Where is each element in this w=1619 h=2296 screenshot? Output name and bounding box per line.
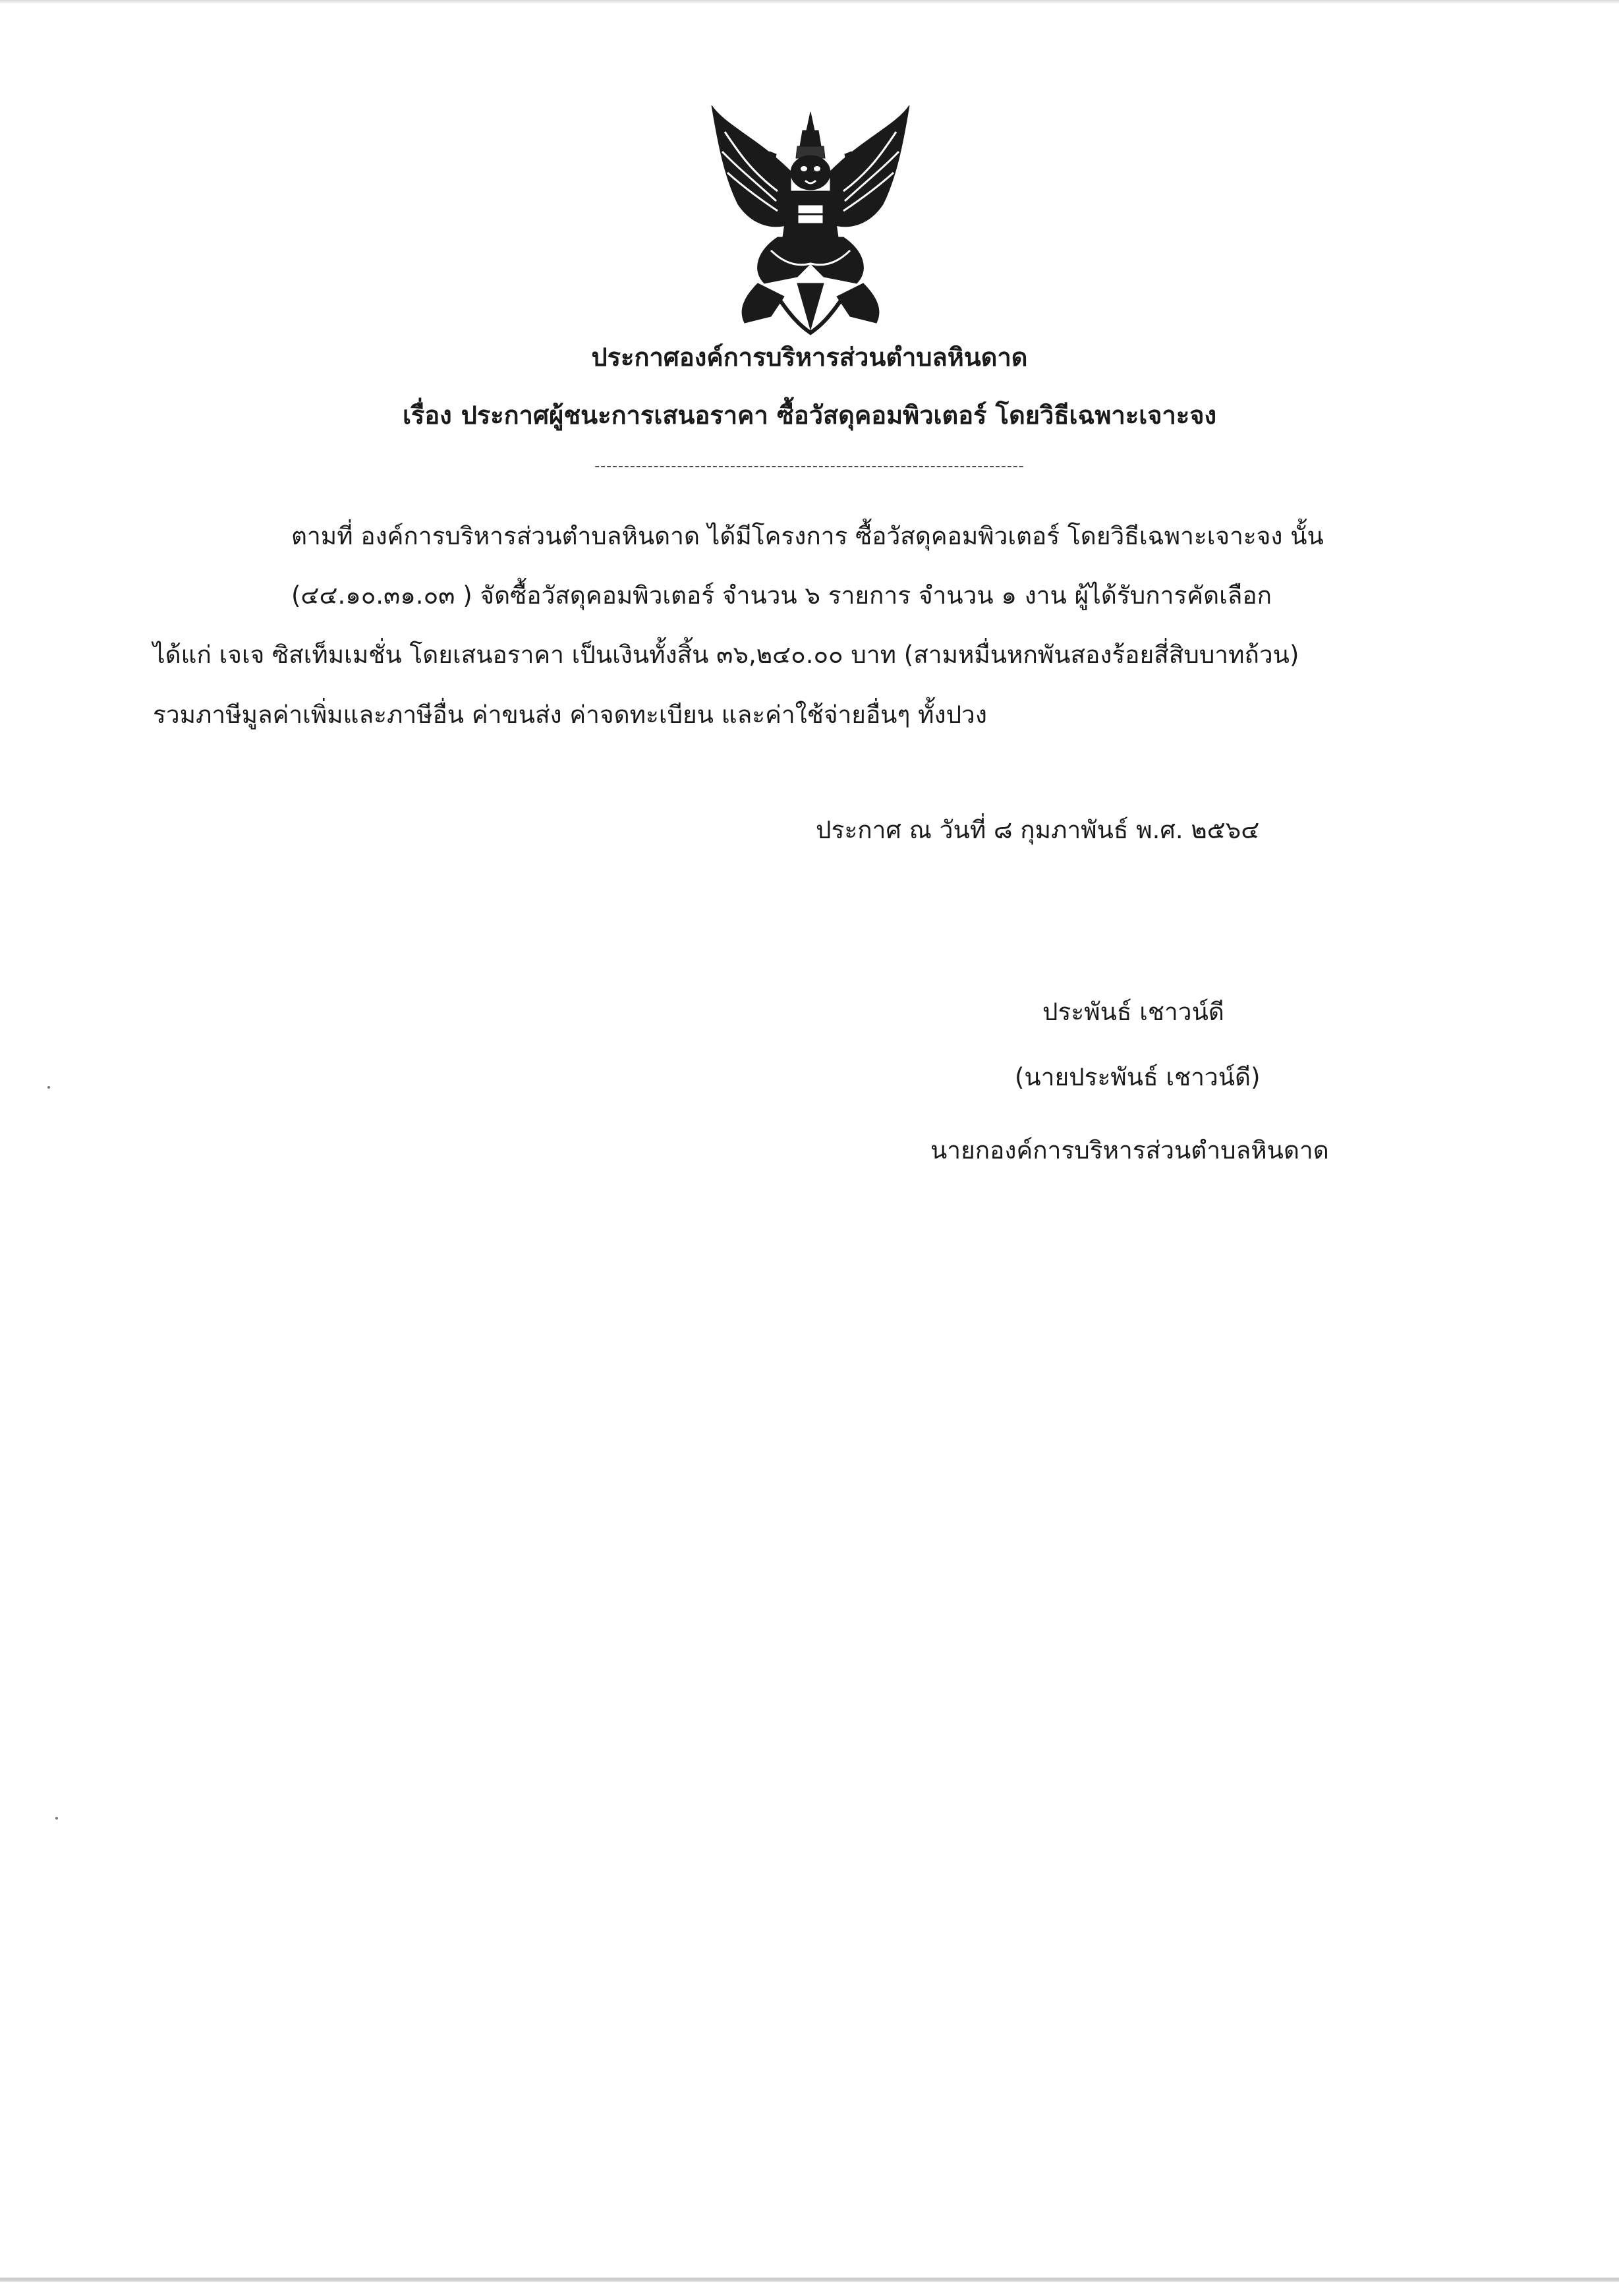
announcement-title: ประกาศองค์การบริหารส่วนตำบลหินดาด <box>591 343 1028 372</box>
body-paragraph-line-4: รวมภาษีมูลค่าเพิ่มและภาษีอื่น ค่าขนส่ง ค่าจดทะเบียน และค่าใช้จ่ายอื่นๆ ทั้งปวง <box>153 701 987 729</box>
body-paragraph-line-2: (๔๔.๑๐.๓๑.๐๓ ) จัดซื้อวัสดุคอมพิวเตอร์ จำนวน ๖ รายการ จำนวน ๑ งาน ผู้ได้รับการคัดเลือก <box>291 581 1272 610</box>
garuda-emblem-icon <box>698 99 923 343</box>
scan-speck <box>47 1086 50 1089</box>
signer-printed-name: (นายประพันธ์ เชาวน์ดี) <box>1015 1063 1261 1091</box>
body-paragraph-line-3: ได้แก่ เจเจ ซิสเท็มเมชั่น โดยเสนอราคา เป็นเงินทั้งสิ้น ๓๖,๒๔๐.๐๐ บาท (สามหมื่นหกพันสองร้อยสี่สิบบาทถ้วน) <box>153 641 1299 669</box>
signature: ประพันธ์ เชาวน์ดี <box>1042 998 1224 1026</box>
scan-edge-bottom <box>0 2278 1619 2282</box>
body-paragraph-line-1: ตามที่ องค์การบริหารส่วนตำบลหินดาด ได้มีโครงการ ซื้อวัสดุคอมพิวเตอร์ โดยวิธีเฉพาะเจาะจง นั้น <box>291 522 1324 550</box>
scan-speck <box>55 1817 58 1820</box>
signer-position: นายกองค์การบริหารส่วนตำบลหินดาด <box>930 1136 1329 1164</box>
scan-edge-top <box>0 0 1619 4</box>
announcement-subject <box>0 397 1619 434</box>
subject-text: ประกาศผู้ชนะการเสนอราคา ซื้อวัสดุคอมพิวเตอร์ โดยวิธีเฉพาะเจาะจง <box>461 401 1217 430</box>
announcement-date: ประกาศ ณ วันที่ ๘ กุมภาพันธ์ พ.ศ. ๒๕๖๔ <box>816 816 1260 844</box>
title-separator: ------------------------------------------------------------------------- <box>594 458 1025 474</box>
subject-label: เรื่อง <box>402 401 452 430</box>
